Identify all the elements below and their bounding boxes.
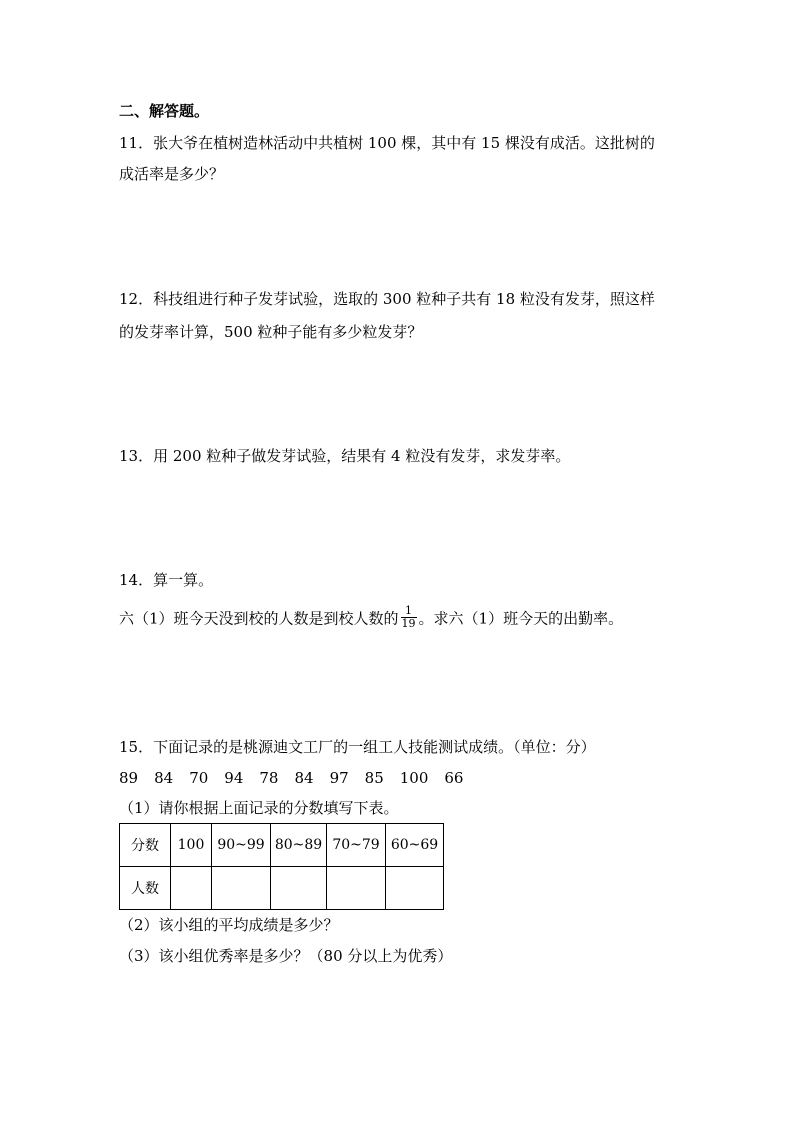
- question-13-line-1: 13．用 200 粒种子做发芽试验，结果有 4 粒没有发芽，求发芽率。: [119, 447, 571, 465]
- table-header-label: 分数: [120, 824, 171, 867]
- question-15-sub-3: （3）该小组优秀率是多少？（80 分以上为优秀）: [119, 947, 453, 965]
- score-value: 84: [154, 769, 174, 787]
- table-row: [120, 867, 444, 910]
- table-empty-cell[interactable]: [386, 867, 444, 910]
- table-empty-cell[interactable]: [212, 867, 271, 910]
- question-11-line-1: 11．张大爷在植树造林活动中共植树 100 棵，其中有 15 棵没有成活。这批树的: [119, 134, 655, 152]
- score-list: [119, 768, 479, 788]
- table-empty-cell[interactable]: [171, 867, 212, 910]
- table-header-cell: 100: [171, 824, 212, 867]
- question-15-sub-1: （1）请你根据上面记录的分数填写下表。: [119, 799, 399, 817]
- score-value: 85: [364, 769, 384, 787]
- score-value: 89: [119, 769, 139, 787]
- fraction-numerator: 1: [405, 604, 413, 617]
- section-heading: 二、解答题。: [119, 102, 210, 120]
- question-14-line-2: [119, 604, 624, 632]
- question-14-text-after: 。求六（1）班今天的出勤率。: [418, 609, 624, 628]
- score-value: 100: [399, 769, 429, 787]
- question-12-line-1: 12．科技组进行种子发芽试验，选取的 300 粒种子共有 18 粒没有发芽，照这样: [119, 290, 655, 308]
- table-row: [120, 824, 444, 867]
- score-table: [119, 823, 444, 910]
- question-15-sub-2: （2）该小组的平均成绩是多少？: [119, 916, 339, 934]
- question-14-line-1: 14．算一算。: [119, 571, 214, 589]
- fraction: [401, 605, 417, 630]
- score-value: 84: [294, 769, 314, 787]
- table-header-cell: 60~69: [386, 824, 444, 867]
- score-value: 94: [224, 769, 244, 787]
- table-header-cell: 80~89: [271, 824, 327, 867]
- question-11-line-2: 成活率是多少？: [119, 165, 225, 183]
- score-value: 97: [329, 769, 349, 787]
- question-15-line-1: 15．下面记录的是桃源迪文工厂的一组工人技能测试成绩。（单位：分）: [119, 738, 596, 756]
- table-empty-cell[interactable]: [271, 867, 327, 910]
- score-value: 66: [444, 769, 464, 787]
- table-row-label: 人数: [120, 867, 171, 910]
- score-value: 70: [189, 769, 209, 787]
- score-value: 78: [259, 769, 279, 787]
- fraction-denominator: 19: [401, 617, 416, 630]
- question-14-text-before: 六（1）班今天没到校的人数是到校人数的: [119, 609, 399, 628]
- table-empty-cell[interactable]: [327, 867, 386, 910]
- table-header-cell: 90~99: [212, 824, 271, 867]
- question-12-line-2: 的发芽率计算，500 粒种子能有多少粒发芽？: [119, 323, 423, 341]
- table-header-cell: 70~79: [327, 824, 386, 867]
